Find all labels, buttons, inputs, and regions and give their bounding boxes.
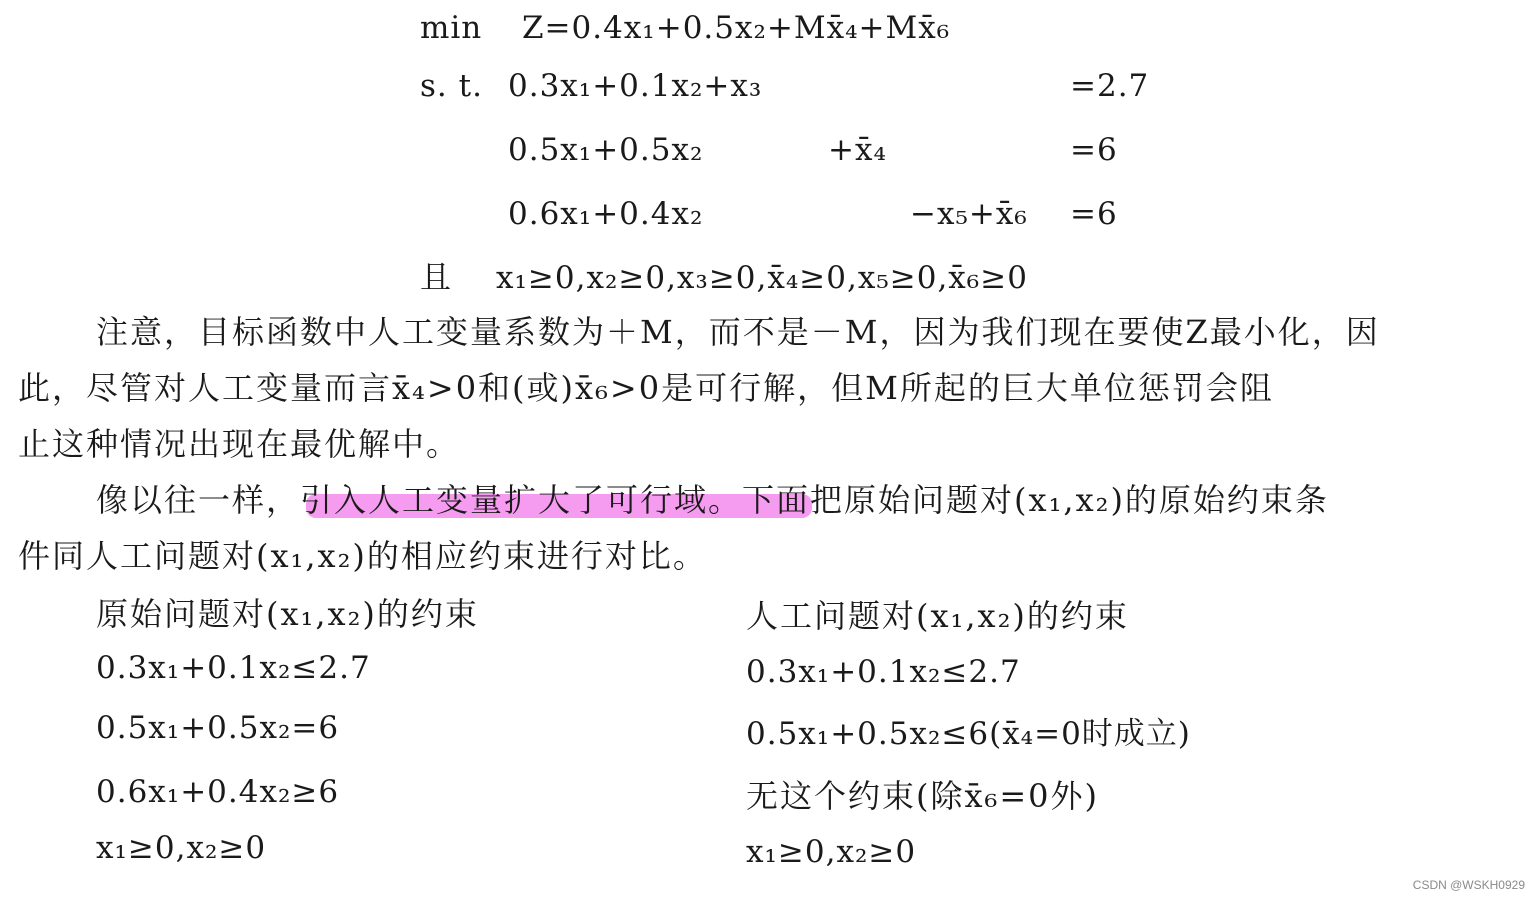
nonnegativity-constraints: x₁≥0,x₂≥0,x₃≥0,x̄₄≥0,x₅≥0,x̄₆≥0: [496, 260, 1028, 296]
constraint-3-surplus-artificial: −x₅+x̄₆: [910, 196, 1028, 232]
subject-to-label: s. t.: [420, 68, 483, 104]
right-column-header: 人工问题对(x₁,x₂)的约束: [746, 597, 1129, 635]
left-constraint-row: x₁≥0,x₂≥0: [96, 830, 267, 866]
paragraph-2-intro: 像以往一样，: [96, 481, 301, 519]
constraint-3-lhs: 0.6x₁+0.4x₂: [508, 196, 704, 232]
constraint-2-rhs: =6: [1070, 132, 1118, 168]
watermark: CSDN @WSKH0929: [1412, 878, 1525, 892]
right-constraint-row: 无这个约束(除x̄₆=0外): [746, 777, 1100, 815]
paragraph-2-line-1: [96, 480, 1329, 520]
left-constraint-row: 0.6x₁+0.4x₂≥6: [96, 774, 340, 810]
left-constraint-row: 0.3x₁+0.1x₂≤2.7: [96, 650, 371, 686]
paragraph-1-line-1: 注意，目标函数中人工变量系数为＋M，而不是－M，因为我们现在要使Z最小化，因: [96, 313, 1380, 351]
constraint-2-artificial: +x̄₄: [828, 132, 887, 168]
objective-expression: Z=0.4x₁+0.5x₂+Mx̄₄+Mx̄₆: [522, 10, 951, 46]
highlighted-sentence: 引入人工变量扩大了可行域。: [300, 481, 743, 519]
and-label: 且: [420, 260, 452, 296]
constraint-1-rhs: =2.7: [1070, 68, 1150, 104]
paragraph-1-line-2: 此，尽管对人工变量而言x̄₄>0和(或)x̄₆>0是可行解，但M所起的巨大单位惩罚会阻: [18, 369, 1274, 407]
paragraph-1-line-3: 止这种情况出现在最优解中。: [18, 425, 461, 463]
constraint-3-rhs: =6: [1070, 196, 1118, 232]
constraint-1-lhs: 0.3x₁+0.1x₂+x₃: [508, 68, 763, 104]
paragraph-2-line-2: 件同人工问题对(x₁,x₂)的相应约束进行对比。: [18, 537, 707, 575]
right-constraint-row: x₁≥0,x₂≥0: [746, 834, 917, 870]
right-constraint-row: 0.5x₁+0.5x₂≤6(x̄₄=0时成立): [746, 716, 1191, 752]
paragraph-2-continuation: 下面把原始问题对(x₁,x₂)的原始约束条: [742, 481, 1329, 519]
constraint-2-lhs: 0.5x₁+0.5x₂: [508, 132, 704, 168]
left-column-header: 原始问题对(x₁,x₂)的约束: [96, 595, 479, 633]
right-constraint-row: 0.3x₁+0.1x₂≤2.7: [746, 654, 1021, 690]
objective-label: min: [420, 10, 483, 46]
left-constraint-row: 0.5x₁+0.5x₂=6: [96, 710, 340, 746]
